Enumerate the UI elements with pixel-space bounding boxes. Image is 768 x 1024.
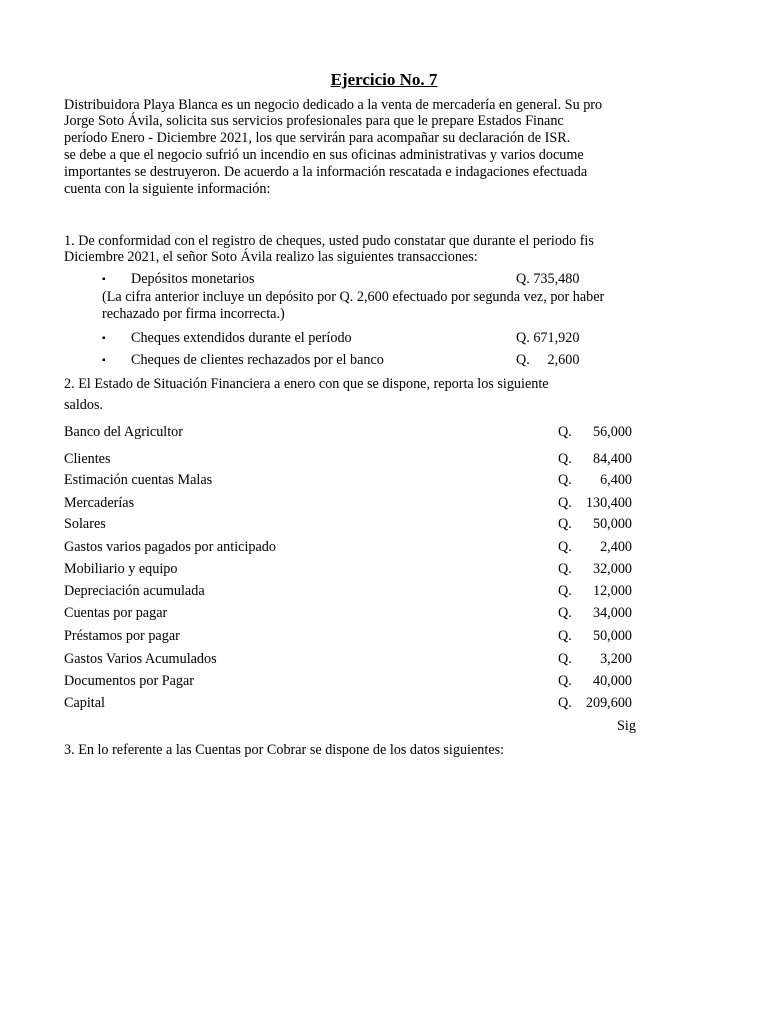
balance-currency: Q. xyxy=(558,695,572,711)
transaction-amount: Q. 735,480 xyxy=(516,271,580,287)
balance-label: Mercaderías xyxy=(64,495,135,511)
balance-label: Préstamos por pagar xyxy=(64,628,180,644)
intro-line-5: importantes se destruyeron. De acuerdo a la información rescatada e indagaciones efectuada xyxy=(64,164,588,180)
intro-line-4: se debe a que el negocio sufrió un incendio en sus oficinas administrativas y varios docume xyxy=(64,147,584,163)
transaction-amount: Q. 671,920 xyxy=(516,330,580,346)
balance-value: 50,000 xyxy=(592,516,632,532)
balance-currency: Q. xyxy=(558,583,572,599)
balance-value: 34,000 xyxy=(592,605,632,621)
balance-value: 56,000 xyxy=(592,424,632,440)
balance-value: 50,000 xyxy=(592,628,632,644)
balance-value: 84,400 xyxy=(592,451,632,467)
section2-line-1: 2. El Estado de Situación Financiera a enero con que se dispone, reporta los siguiente xyxy=(64,376,549,392)
balance-label: Gastos varios pagados por anticipado xyxy=(64,539,276,555)
balance-label: Mobiliario y equipo xyxy=(64,561,178,577)
balance-value: 40,000 xyxy=(592,673,632,689)
balance-label: Solares xyxy=(64,516,106,532)
balance-currency: Q. xyxy=(558,472,572,488)
balance-value: 130,400 xyxy=(585,495,632,511)
balance-currency: Q. xyxy=(558,628,572,644)
balance-label: Cuentas por pagar xyxy=(64,605,168,621)
balance-currency: Q. xyxy=(558,495,572,511)
balance-label: Documentos por Pagar xyxy=(64,673,195,689)
intro-line-6: cuenta con la siguiente información: xyxy=(64,181,271,197)
note-line-2: rechazado por firma incorrecta.) xyxy=(102,306,285,322)
balance-value: 209,600 xyxy=(585,695,632,711)
section2-line-2: saldos. xyxy=(64,397,104,413)
transaction-label: Cheques de clientes rechazados por el banco xyxy=(131,352,384,368)
balance-label: Capital xyxy=(64,695,105,711)
balance-currency: Q. xyxy=(558,673,572,689)
bullet-icon: ▪ xyxy=(102,355,106,366)
note-line-1: (La cifra anterior incluye un depósito por Q. 2,600 efectuado por segunda vez, por haber xyxy=(102,289,605,305)
balance-currency: Q. xyxy=(558,539,572,555)
section1-line-1: 1. De conformidad con el registro de cheques, usted pudo constatar que durante el periodo fis xyxy=(64,233,594,249)
transaction-label: Cheques extendidos durante el período xyxy=(131,330,352,346)
balance-currency: Q. xyxy=(558,424,572,440)
balance-label: Clientes xyxy=(64,451,111,467)
intro-line-2: Jorge Soto Ávila, solicita sus servicios profesionales para que le prepare Estados Financ xyxy=(64,113,564,129)
balance-value: 3,200 xyxy=(600,651,632,667)
transaction-amount: Q. 2,600 xyxy=(516,352,580,368)
exercise-title: Ejercicio No. 7 xyxy=(330,70,438,89)
balance-label: Estimación cuentas Malas xyxy=(64,472,213,488)
balance-label: Banco del Agricultor xyxy=(64,424,183,440)
balance-value: 32,000 xyxy=(592,561,632,577)
balance-label: Gastos Varios Acumulados xyxy=(64,651,217,667)
balance-currency: Q. xyxy=(558,516,572,532)
intro-line-1: Distribuidora Playa Blanca es un negocio dedicado a la venta de mercadería en general. Su pro xyxy=(64,97,603,113)
balance-currency: Q. xyxy=(558,561,572,577)
continue-label: Sig xyxy=(617,718,636,734)
balance-value: 6,400 xyxy=(600,472,632,488)
intro-line-3: período Enero - Diciembre 2021, los que servirán para acompañar su declaración de ISR. xyxy=(64,130,571,146)
bullet-icon: ▪ xyxy=(102,333,106,344)
section3-line-1: 3. En lo referente a las Cuentas por Cobrar se dispone de los datos siguientes: xyxy=(64,742,505,758)
balance-label: Depreciación acumulada xyxy=(64,583,205,599)
balance-currency: Q. xyxy=(558,651,572,667)
bullet-icon: ▪ xyxy=(102,274,106,285)
section1-line-2: Diciembre 2021, el señor Soto Ávila realizo las siguientes transacciones: xyxy=(64,249,478,265)
balance-currency: Q. xyxy=(558,605,572,621)
balance-value: 12,000 xyxy=(592,583,632,599)
balance-value: 2,400 xyxy=(600,539,632,555)
balance-currency: Q. xyxy=(558,451,572,467)
transaction-label: Depósitos monetarios xyxy=(131,271,255,287)
